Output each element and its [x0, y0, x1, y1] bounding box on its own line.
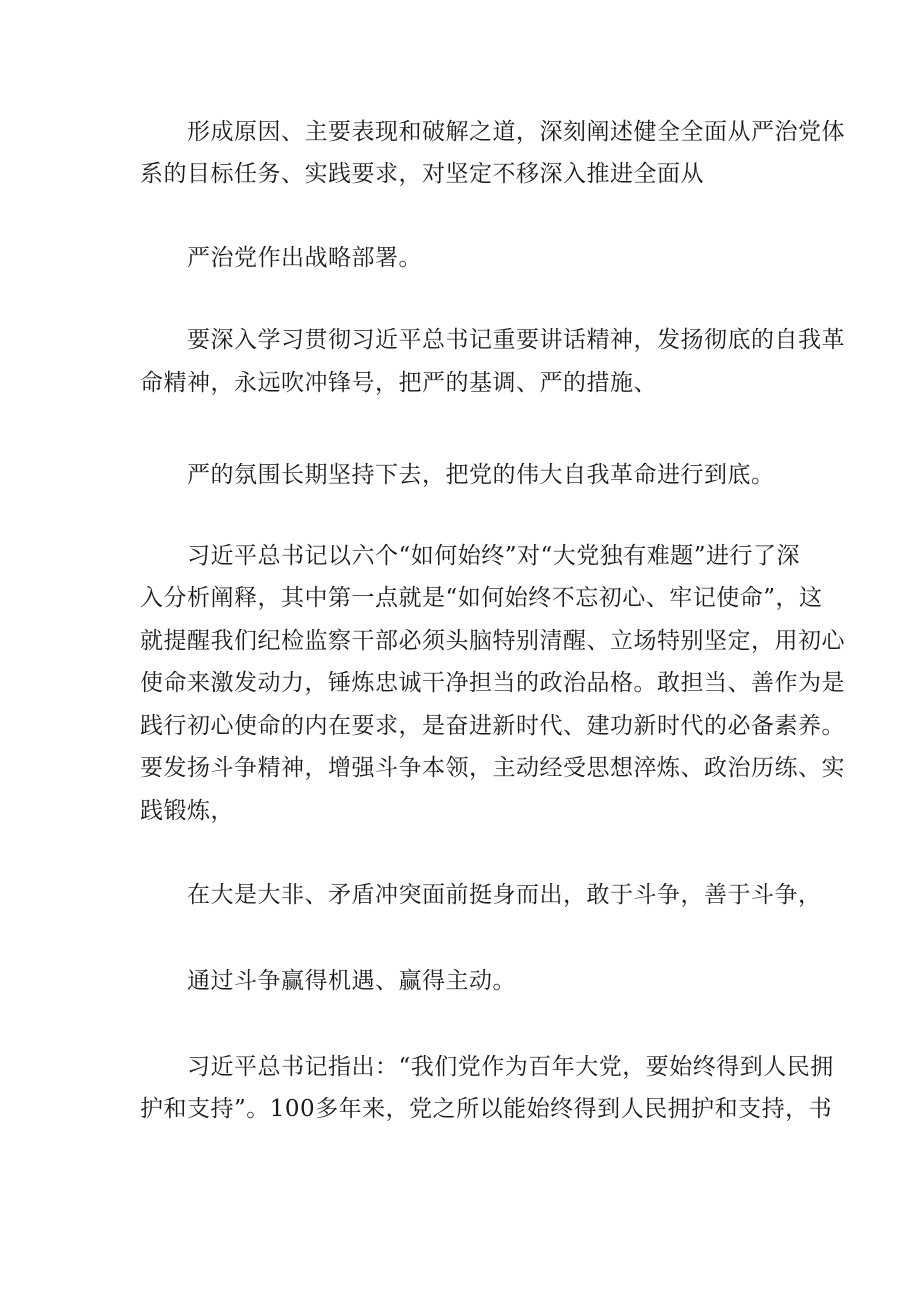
paragraph-7-line-1: 通过斗争赢得机遇、赢得主动。 — [187, 968, 516, 994]
paragraph-2-line-1: 严治党作出战略部署。 — [187, 245, 422, 271]
paragraph-5-line-1: 习近平总书记以六个“如何始终”对“大党独有难题”进行了深 — [187, 543, 801, 569]
paragraph-5-line-2: 入分析阐释，其中第一点就是“如何始终不忘初心、牢记使命”，这 — [140, 585, 823, 611]
paragraph-3-line-1: 要深入学习贯彻习近平总书记重要讲话精神，发扬彻底的自我革 — [187, 327, 845, 353]
paragraph-5-line-5: 践行初心使命的内在要求，是奋进新时代、建功新时代的必备素养。 — [140, 713, 845, 739]
paragraph-8-line-1: 习近平总书记指出：“我们党作为百年大党，要始终得到人民拥 — [187, 1054, 834, 1080]
paragraph-5-line-4: 使命来激发动力，锤炼忠诚干净担当的政治品格。敢担当、善作为是 — [140, 670, 845, 696]
paragraph-8-line-2: 护和支持”。100多年来，党之所以能始终得到人民拥护和支持，书 — [140, 1096, 833, 1122]
paragraph-5-line-3: 就提醒我们纪检监察干部必须头脑特别清醒、立场特别坚定，用初心 — [140, 628, 845, 654]
paragraph-3-line-2: 命精神，永远吹冲锋号，把严的基调、严的措施、 — [140, 370, 657, 396]
paragraph-5-line-7: 践锻炼， — [140, 798, 234, 824]
paragraph-1-line-2: 系的目标任务、实践要求，对坚定不移深入推进全面从 — [140, 161, 704, 187]
paragraph-1-line-1: 形成原因、主要表现和破解之道，深刻阐述健全全面从严治党体 — [187, 119, 845, 145]
paragraph-6-line-1: 在大是大非、矛盾冲突面前挺身而出，敢于斗争，善于斗争， — [187, 882, 822, 908]
paragraph-5-line-6: 要发扬斗争精神，增强斗争本领，主动经受思想淬炼、政治历练、实 — [140, 755, 845, 781]
paragraph-4-line-1: 严的氛围长期坚持下去，把党的伟大自我革命进行到底。 — [187, 462, 775, 488]
